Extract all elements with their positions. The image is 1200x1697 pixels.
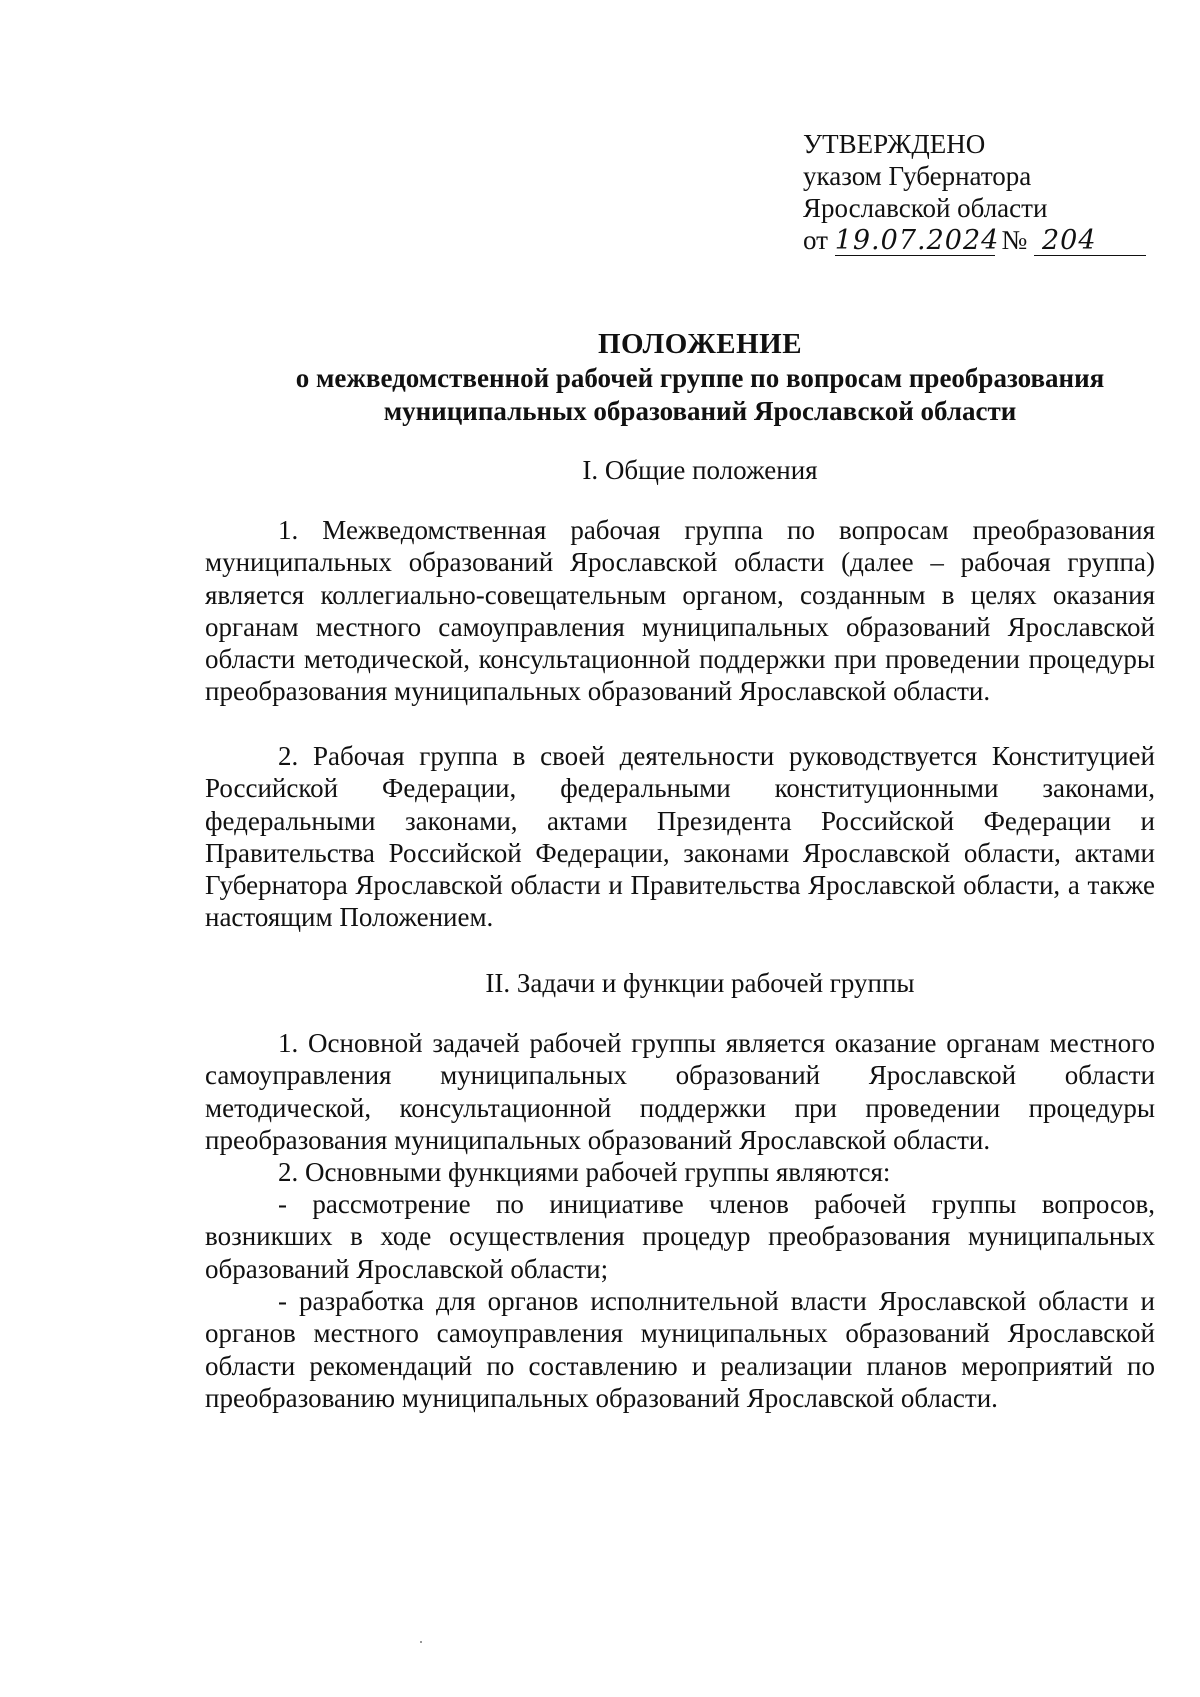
region-line: Ярославской области bbox=[803, 193, 1048, 223]
handwritten-number: 204 bbox=[1034, 227, 1146, 256]
section-heading-tasks: II. Задачи и функции рабочей группы bbox=[485, 968, 915, 998]
paragraph-tasks-item-1: - рассмотрение по инициативе членов рабочей группы вопросов, возникших в ходе осуществления процедур преобразования муниципальных образований Ярославской области; bbox=[205, 1189, 1155, 1284]
paragraph-general-1: 1. Межведомственная рабочая группа по вопросам преобразования муниципальных образований Ярославской области (далее – рабочая группа) является коллегиально-совещательным органом, созданным в целях оказания органам местного самоуправления муниципальных образований Ярославской области методической, консультационной поддержки при проведении процедуры преобразования муниципальных образований Ярославской области. bbox=[205, 515, 1155, 707]
approval-stamp bbox=[803, 128, 1146, 258]
date-number-line bbox=[803, 224, 1146, 258]
decree-line: указом Губернатора bbox=[803, 161, 1032, 191]
number-sign: № bbox=[1001, 225, 1028, 255]
date-prefix: от bbox=[803, 225, 828, 255]
paragraph-tasks-2: 2. Основными функциями рабочей группы являются: bbox=[278, 1157, 891, 1187]
document-subtitle-line-1: о межведомственной рабочей группе по вопросам преобразования bbox=[295, 363, 1105, 393]
document-header bbox=[200, 326, 1200, 428]
paragraph-general-2: 2. Рабочая группа в своей деятельности руководствуется Конституцией Российской Федерации, федеральными конституционными законами, федеральными законами, актами Президента Российской Федерации и Правительства Российской Федерации, законами Ярославской области, актами Губернатора Ярославской области и Правительства Ярославской области, а также настоящим Положением. bbox=[205, 741, 1155, 933]
scan-speck bbox=[420, 1641, 422, 1643]
approved-label: УТВЕРЖДЕНО bbox=[803, 129, 986, 159]
paragraph-tasks-1: 1. Основной задачей рабочей группы является оказание органам местного самоуправления муниципальных образований Ярославской области методической, консультационной поддержки при проведении процедуры преобразования муниципальных образований Ярославской области. bbox=[205, 1028, 1155, 1155]
section-heading-general: I. Общие положения bbox=[582, 455, 818, 485]
document-subtitle-line-2: муниципальных образований Ярославской области bbox=[383, 396, 1017, 426]
paragraph-tasks-item-2: - разработка для органов исполнительной власти Ярославской области и органов местного самоуправления муниципальных образований Ярославской области рекомендаций по составлению и реализации планов мероприятий по преобразованию муниципальных образований Ярославской области. bbox=[205, 1286, 1155, 1413]
handwritten-date: 19.07.2024 bbox=[834, 225, 1000, 256]
document-title: ПОЛОЖЕНИЕ bbox=[597, 328, 803, 360]
